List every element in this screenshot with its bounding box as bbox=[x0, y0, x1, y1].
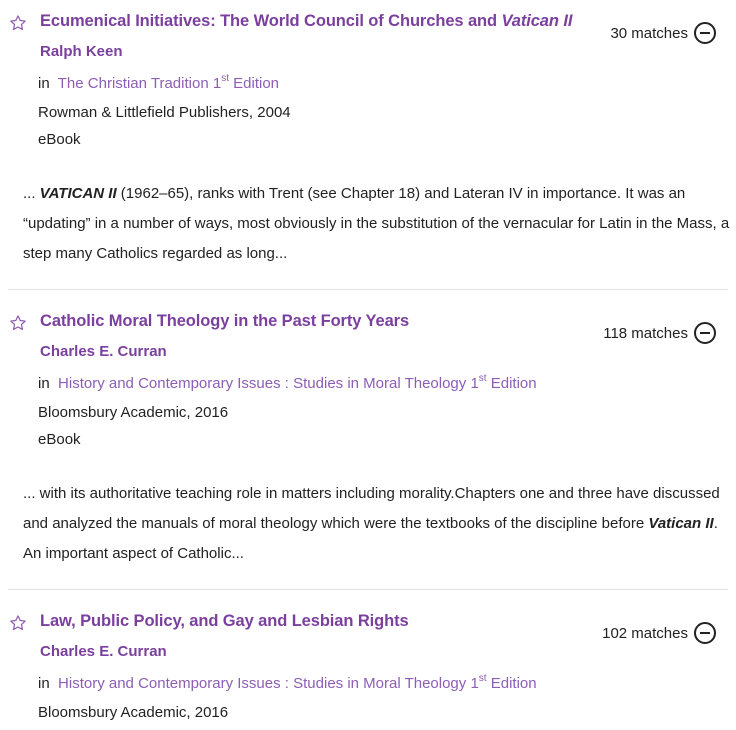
star-icon[interactable] bbox=[9, 314, 27, 332]
snippet-highlight: Vatican II bbox=[648, 515, 714, 532]
result-snippet bbox=[23, 479, 730, 569]
book-reference bbox=[38, 675, 537, 692]
result-divider bbox=[8, 289, 728, 290]
result-item bbox=[0, 600, 736, 730]
snippet-text: . An important aspect of Catholic... bbox=[23, 515, 718, 562]
result-divider bbox=[8, 589, 728, 590]
book-title-text: History and Contemporary Issues : Studies in Moral Theology 1 bbox=[58, 375, 479, 392]
snippet-text: ... with its authoritative teaching role in matters including morality.Chapters one and three have discussed and analyzed the manuals of moral theology which were the textbooks of the discipline before bbox=[23, 485, 720, 532]
result-title-link[interactable] bbox=[40, 12, 572, 31]
book-reference bbox=[38, 75, 279, 92]
snippet-text: ... bbox=[23, 185, 40, 202]
matches-control bbox=[603, 322, 716, 344]
edition-superscript: st bbox=[221, 73, 229, 84]
star-icon[interactable] bbox=[9, 614, 27, 632]
publisher: Bloomsbury Academic, 2016 bbox=[38, 704, 229, 721]
matches-count: 30 matches bbox=[610, 24, 688, 42]
book-title-text: The Christian Tradition 1 bbox=[57, 75, 222, 92]
format-label: eBook bbox=[38, 431, 81, 448]
in-label: in bbox=[38, 375, 50, 392]
snippet-text: (1962–65), ranks with Trent (see Chapter 18) and Lateran IV in importance. It was an “updating” in a number of ways, most obviously in the substitution of the vernacular for Latin in the Mass, a step many Catholics regarded as long... bbox=[23, 185, 730, 262]
format-label: eBook bbox=[38, 131, 81, 148]
star-icon[interactable] bbox=[9, 14, 27, 32]
matches-count: 118 matches bbox=[603, 324, 688, 342]
edition-suffix: Edition bbox=[228, 75, 280, 92]
book-title-text: History and Contemporary Issues : Studies in Moral Theology 1 bbox=[58, 675, 479, 692]
result-title-link[interactable] bbox=[40, 312, 409, 331]
result-item bbox=[0, 300, 736, 600]
result-item bbox=[0, 0, 736, 300]
author-link[interactable]: Ralph Keen bbox=[40, 43, 123, 60]
title-emphasis: Vatican II bbox=[501, 12, 573, 30]
collapse-minus-icon[interactable] bbox=[694, 22, 716, 44]
author-link[interactable]: Charles E. Curran bbox=[40, 643, 167, 660]
book-title-link[interactable] bbox=[58, 75, 279, 92]
author-link[interactable]: Charles E. Curran bbox=[40, 343, 167, 360]
snippet-highlight: VATICAN II bbox=[39, 185, 117, 202]
book-title-link[interactable] bbox=[58, 675, 537, 692]
book-reference bbox=[38, 375, 537, 392]
edition-superscript: st bbox=[478, 673, 487, 684]
collapse-minus-icon[interactable] bbox=[694, 322, 716, 344]
edition-suffix: Edition bbox=[486, 375, 537, 392]
book-title-link[interactable] bbox=[58, 375, 537, 392]
matches-count: 102 matches bbox=[602, 624, 688, 642]
result-snippet bbox=[23, 179, 730, 269]
matches-control bbox=[602, 622, 716, 644]
publisher: Bloomsbury Academic, 2016 bbox=[38, 404, 229, 421]
edition-superscript: st bbox=[478, 373, 487, 384]
title-text: Ecumenical Initiatives: The World Council of Churches and bbox=[40, 12, 502, 30]
in-label: in bbox=[38, 675, 50, 692]
in-label: in bbox=[38, 75, 50, 92]
result-title-link[interactable] bbox=[40, 612, 409, 631]
matches-control bbox=[610, 22, 716, 44]
publisher: Rowman & Littlefield Publishers, 2004 bbox=[38, 104, 291, 121]
edition-suffix: Edition bbox=[486, 675, 537, 692]
collapse-minus-icon[interactable] bbox=[694, 622, 716, 644]
title-text: Law, Public Policy, and Gay and Lesbian Rights bbox=[40, 612, 409, 630]
title-text: Catholic Moral Theology in the Past Forty Years bbox=[40, 312, 410, 330]
